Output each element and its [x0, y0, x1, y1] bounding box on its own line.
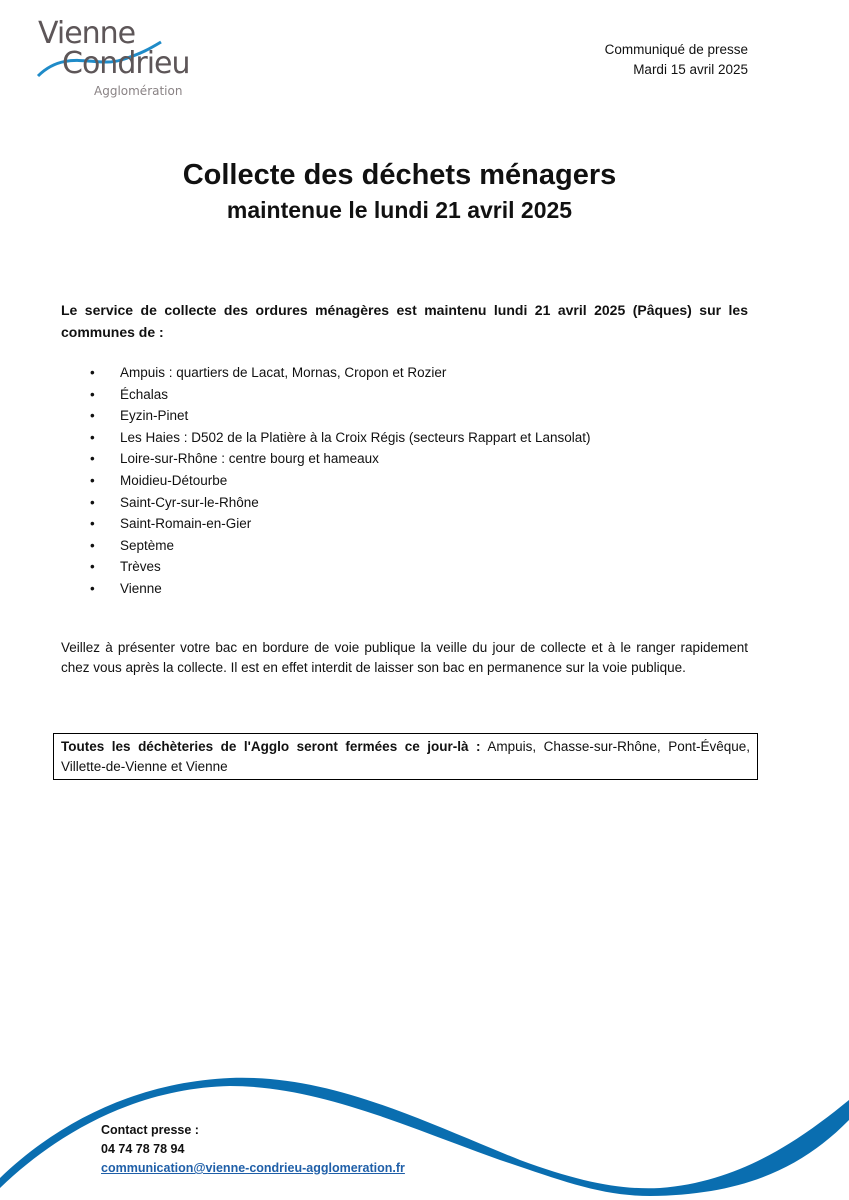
commune-name: Les Haies : D502 de la Platière à la Croix Régis (secteurs Rappart et Lansolat)	[120, 429, 591, 445]
contact-email-link[interactable]: communication@vienne-condrieu-agglomeration.fr	[101, 1161, 405, 1175]
bullet-icon: •	[90, 429, 95, 445]
commune-name: Vienne	[120, 580, 162, 596]
contact-phone[interactable]: 04 74 78 78 94	[101, 1142, 185, 1156]
commune-name: Eyzin-Pinet	[120, 408, 189, 424]
logo-line1: Vienne	[38, 16, 136, 51]
commune-list-item	[90, 578, 590, 600]
bullet-icon: •	[90, 516, 95, 532]
document-meta	[605, 40, 748, 80]
commune-name: Échalas	[120, 386, 169, 402]
commune-list-item	[90, 362, 590, 384]
commune-name: Septème	[120, 537, 175, 553]
bullet-icon: •	[90, 537, 95, 553]
notice-bold: Toutes les déchèteries de l'Agglo seront fermées ce jour-là :	[61, 739, 481, 754]
intro-text: Le service de collecte des ordures ménagères est maintenu lundi 21 avril 2025 (Pâques) sur les communes de :	[61, 302, 748, 340]
commune-name: Loire-sur-Rhône : centre bourg et hameaux	[120, 451, 379, 467]
doc-date: Mardi 15 avril 2025	[633, 62, 748, 77]
commune-list-item	[90, 405, 590, 427]
bullet-icon: •	[90, 472, 95, 488]
commune-name: Saint-Cyr-sur-le-Rhône	[120, 494, 259, 510]
title-line1: Collecte des déchets ménagers	[182, 159, 617, 191]
commune-name: Saint-Romain-en-Gier	[120, 516, 252, 532]
commune-list-item	[90, 556, 590, 578]
commune-list-item	[90, 470, 590, 492]
title-line2: maintenue le lundi 21 avril 2025	[226, 197, 573, 223]
commune-list-item	[90, 535, 590, 557]
communes-list	[90, 362, 590, 600]
commune-name: Trèves	[120, 559, 161, 575]
logo-line2: Condrieu	[62, 46, 190, 81]
commune-list-item	[90, 448, 590, 470]
bullet-icon: •	[90, 451, 95, 467]
bullet-icon: •	[90, 580, 95, 596]
vienne-condrieu-logo	[36, 18, 206, 108]
commune-list-item	[90, 513, 590, 535]
logo-line3: Agglomération	[94, 84, 183, 98]
bullet-icon: •	[90, 408, 95, 424]
bullet-icon: •	[90, 365, 95, 380]
commune-list-item	[90, 492, 590, 514]
commune-list-item	[90, 427, 590, 449]
page-title	[0, 156, 799, 226]
notice-text: Ampuis, Chasse-sur-Rhône, Pont-Évêque, Villette-de-Vienne et Vienne	[61, 739, 750, 774]
doc-type: Communiqué de presse	[604, 42, 748, 57]
bullet-icon: •	[90, 386, 95, 402]
commune-name: Moidieu-Détourbe	[120, 472, 228, 488]
instructions-paragraph: Veillez à présenter votre bac en bordure de voie publique la veille du jour de collecte et à le ranger rapidement chez vous après la collecte. Il est en effet interdit de laisser son bac en permanence sur la voie publique.	[61, 640, 748, 675]
bullet-icon: •	[90, 494, 95, 510]
press-contact	[101, 1121, 405, 1178]
commune-list-item	[90, 384, 590, 406]
dechetteries-notice-box	[53, 733, 758, 780]
contact-label: Contact presse :	[101, 1123, 199, 1137]
commune-name: Ampuis : quartiers de Lacat, Mornas, Cropon et Rozier	[120, 365, 447, 380]
bullet-icon: •	[90, 559, 95, 575]
